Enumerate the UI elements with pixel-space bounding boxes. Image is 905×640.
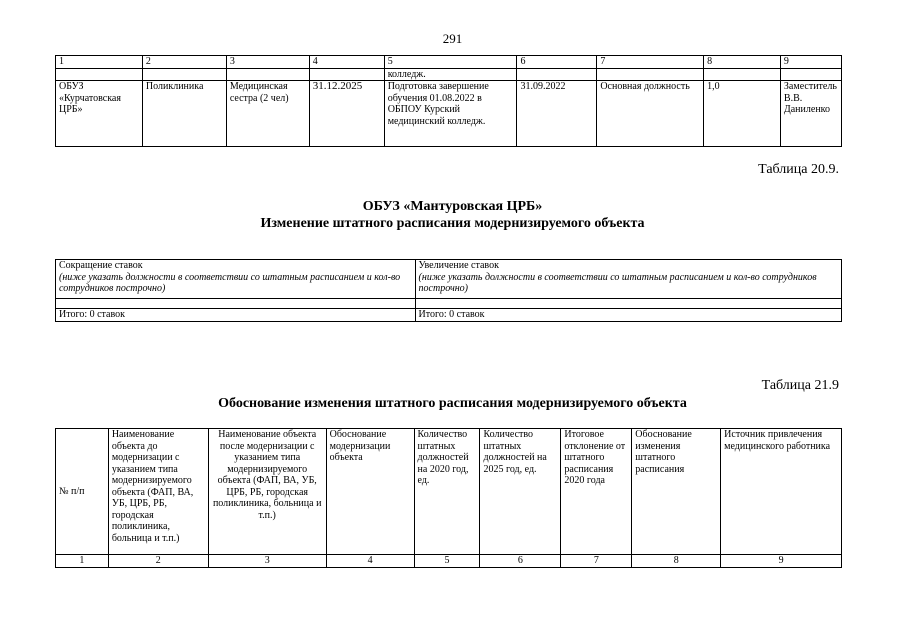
column-number: 2	[108, 555, 208, 568]
table-cell	[309, 68, 384, 81]
column-number: 6	[480, 555, 561, 568]
column-number: 5	[414, 555, 480, 568]
table-row	[56, 81, 842, 147]
column-number: 9	[721, 555, 842, 568]
table-top	[55, 55, 842, 147]
table-row	[56, 299, 842, 309]
column-header-deviation: Итоговое отклонение от штатного расписания 2020 года	[561, 429, 632, 555]
reduction-total: Итого: 0 ставок	[56, 309, 416, 322]
table-cell	[517, 68, 597, 81]
table-20-org: ОБУЗ «Мантуровская ЦРБ»	[362, 199, 543, 214]
table-top-header-cell: 8	[704, 56, 781, 69]
table-cell: 1,0	[704, 81, 781, 147]
page-number: 291	[442, 31, 463, 46]
column-header-positions-2020: Количество штатных должностей на 2020 год, ед.	[414, 429, 480, 555]
table-top-header-cell: 9	[780, 56, 841, 69]
table-cell: ОБУЗ «Курчатовская ЦРБ»	[56, 81, 143, 147]
increase-note: (ниже указать должности в соответствии со штатным расписанием и кол-во сотрудников построчно)	[418, 271, 817, 294]
table-20-total-row	[56, 309, 842, 322]
column-number: 3	[208, 555, 326, 568]
table-20-title: Изменение штатного расписания модернизируемого объекта	[260, 216, 645, 231]
reduction-label: Сокращение ставок	[59, 260, 143, 271]
table-cell: Подготовка завершение обучения 01.08.2022 в ОБПОУ Курский медицинский колледж.	[384, 81, 517, 147]
table-cell: Медицинская сестра (2 чел)	[226, 81, 309, 147]
column-header-object-before: Наименование объекта до модернизации с указанием типа модернизируемого объекта (ФАП, ВА, УБ, ЦРБ, РБ, городская поликлиника, больница и т.п.)	[108, 429, 208, 555]
table-cell: колледж.	[384, 68, 517, 81]
column-number: 1	[56, 555, 109, 568]
table-cell	[142, 68, 226, 81]
table-cell	[704, 68, 781, 81]
table-cell	[780, 68, 841, 81]
table-cell	[226, 68, 309, 81]
table-cell	[56, 299, 416, 309]
table-cell	[415, 299, 841, 309]
table-21-label: Таблица 21.9	[761, 378, 839, 393]
table-top-header-cell: 2	[142, 56, 226, 69]
table-20-label: Таблица 20.9.	[758, 162, 839, 177]
table-top-header-cell: 4	[309, 56, 384, 69]
table-cell: 31.12.2025	[309, 81, 384, 147]
table-row	[56, 68, 842, 81]
table-21-title: Обоснование изменения штатного расписания модернизируемого объекта	[218, 396, 687, 411]
table-cell: 31.09.2022	[517, 81, 597, 147]
column-header-source: Источник привлечения медицинского работника	[721, 429, 842, 555]
reduction-header	[56, 260, 416, 299]
table-top-header-cell: 6	[517, 56, 597, 69]
table-21-number-row	[56, 555, 842, 568]
table-top-header-cell: 7	[597, 56, 704, 69]
table-top-header-cell: 1	[56, 56, 143, 69]
table-cell: Поликлиника	[142, 81, 226, 147]
table-cell	[597, 68, 704, 81]
column-number: 4	[326, 555, 414, 568]
column-number: 8	[632, 555, 721, 568]
column-header-positions-2025: Количество штатных должностей на 2025 год, ед.	[480, 429, 561, 555]
column-number: 7	[561, 555, 632, 568]
table-top-header	[56, 56, 842, 69]
table-cell: Основная должность	[597, 81, 704, 147]
table-20-header	[56, 260, 842, 299]
column-header-number: № п/п	[56, 429, 109, 555]
table-cell: Заместитель В.В. Даниленко	[780, 81, 841, 147]
table-21-header	[56, 429, 842, 555]
table-top-header-cell: 3	[226, 56, 309, 69]
column-header-change-reason: Обоснование изменения штатного расписания	[632, 429, 721, 555]
increase-label: Увеличение ставок	[418, 260, 499, 271]
table-top-header-cell: 5	[384, 56, 517, 69]
column-header-object-after: Наименование объекта после модернизации с указанием типа модернизируемого объекта (ФАП, ВА, УБ, ЦРБ, РБ, городская поликлиника, больница и т.п.)	[208, 429, 326, 555]
reduction-note: (ниже указать должности в соответствии со штатным расписанием и кол-во сотрудников построчно)	[59, 271, 401, 294]
table-20	[55, 259, 842, 322]
increase-header	[415, 260, 841, 299]
column-header-justification: Обоснование модернизации объекта	[326, 429, 414, 555]
table-21	[55, 428, 842, 568]
table-cell	[56, 68, 143, 81]
increase-total: Итого: 0 ставок	[415, 309, 841, 322]
